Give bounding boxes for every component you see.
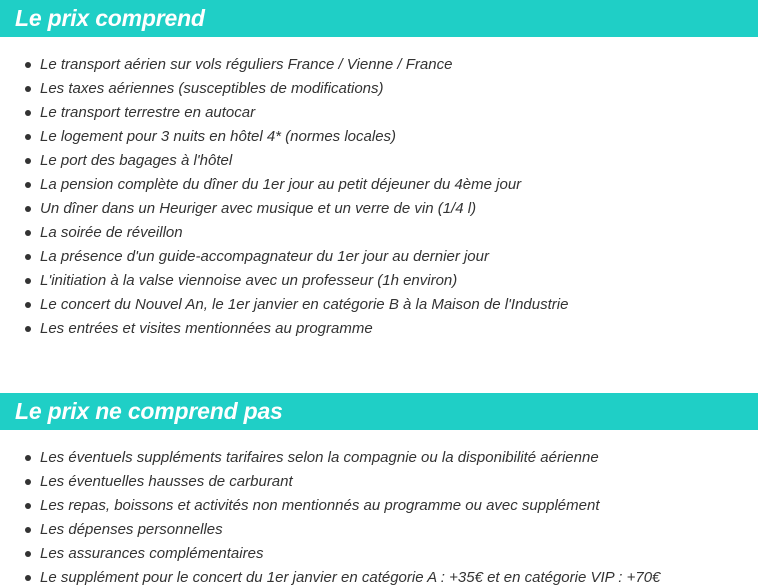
- excluded-list: [0, 430, 758, 588]
- list-item: [0, 77, 758, 101]
- list-item: [0, 317, 758, 341]
- list-item: [0, 149, 758, 173]
- list-item: [0, 446, 758, 470]
- included-list: [0, 37, 758, 341]
- list-item: [0, 221, 758, 245]
- bullet-icon: [25, 455, 31, 461]
- list-item: [0, 53, 758, 77]
- bullet-icon: [25, 551, 31, 557]
- list-item-text: Les éventuels suppléments tarifaires selon la compagnie ou la disponibilité aérienne: [40, 449, 599, 466]
- list-item: [0, 494, 758, 518]
- list-item: [0, 101, 758, 125]
- list-item: [0, 566, 758, 588]
- bullet-icon: [25, 230, 31, 236]
- list-item: [0, 542, 758, 566]
- list-item-text: Les dépenses personnelles: [40, 521, 223, 538]
- list-item-text: La présence d'un guide-accompagnateur du 1er jour au dernier jour: [40, 248, 489, 265]
- list-item: [0, 197, 758, 221]
- bullet-icon: [25, 254, 31, 260]
- list-item-text: Le supplément pour le concert du 1er janvier en catégorie A : +35€ et en catégorie VIP : +70€: [40, 569, 661, 586]
- list-item: [0, 269, 758, 293]
- bullet-icon: [25, 326, 31, 332]
- list-item-text: Le transport terrestre en autocar: [40, 104, 256, 121]
- excluded-section-header: [0, 393, 758, 430]
- list-item-text: Le logement pour 3 nuits en hôtel 4* (normes locales): [40, 128, 397, 145]
- included-section-title: Le prix comprend: [15, 5, 205, 31]
- list-item-text: Les entrées et visites mentionnées au programme: [40, 320, 373, 337]
- bullet-icon: [25, 86, 31, 92]
- list-item: [0, 518, 758, 542]
- list-item-text: Les éventuelles hausses de carburant: [40, 473, 293, 490]
- bullet-icon: [25, 62, 31, 68]
- list-item: [0, 125, 758, 149]
- bullet-icon: [25, 182, 31, 188]
- list-item-text: Le transport aérien sur vols réguliers France / Vienne / France: [40, 56, 453, 73]
- list-item-text: Un dîner dans un Heuriger avec musique et un verre de vin (1/4 l): [40, 200, 477, 217]
- list-item-text: Les repas, boissons et activités non mentionnés au programme ou avec supplément: [40, 497, 600, 514]
- bullet-icon: [25, 278, 31, 284]
- list-item-text: Les taxes aériennes (susceptibles de modifications): [40, 80, 384, 97]
- list-item-text: Les assurances complémentaires: [40, 545, 264, 562]
- bullet-icon: [25, 302, 31, 308]
- list-item-text: L'initiation à la valse viennoise avec un professeur (1h environ): [40, 272, 458, 289]
- list-item: [0, 245, 758, 269]
- bullet-icon: [25, 158, 31, 164]
- included-section-header: [0, 0, 758, 37]
- bullet-icon: [25, 503, 31, 509]
- bullet-icon: [25, 479, 31, 485]
- list-item: [0, 293, 758, 317]
- list-item-text: La soirée de réveillon: [40, 224, 183, 241]
- bullet-icon: [25, 134, 31, 140]
- bullet-icon: [25, 206, 31, 212]
- list-item-text: La pension complète du dîner du 1er jour au petit déjeuner du 4ème jour: [40, 176, 522, 193]
- list-item: [0, 470, 758, 494]
- bullet-icon: [25, 110, 31, 116]
- bullet-icon: [25, 527, 31, 533]
- excluded-section-title: Le prix ne comprend pas: [15, 398, 283, 424]
- list-item: [0, 173, 758, 197]
- bullet-icon: [25, 575, 31, 581]
- list-item-text: Le concert du Nouvel An, le 1er janvier en catégorie B à la Maison de l'Industrie: [40, 296, 569, 313]
- list-item-text: Le port des bagages à l'hôtel: [40, 152, 233, 169]
